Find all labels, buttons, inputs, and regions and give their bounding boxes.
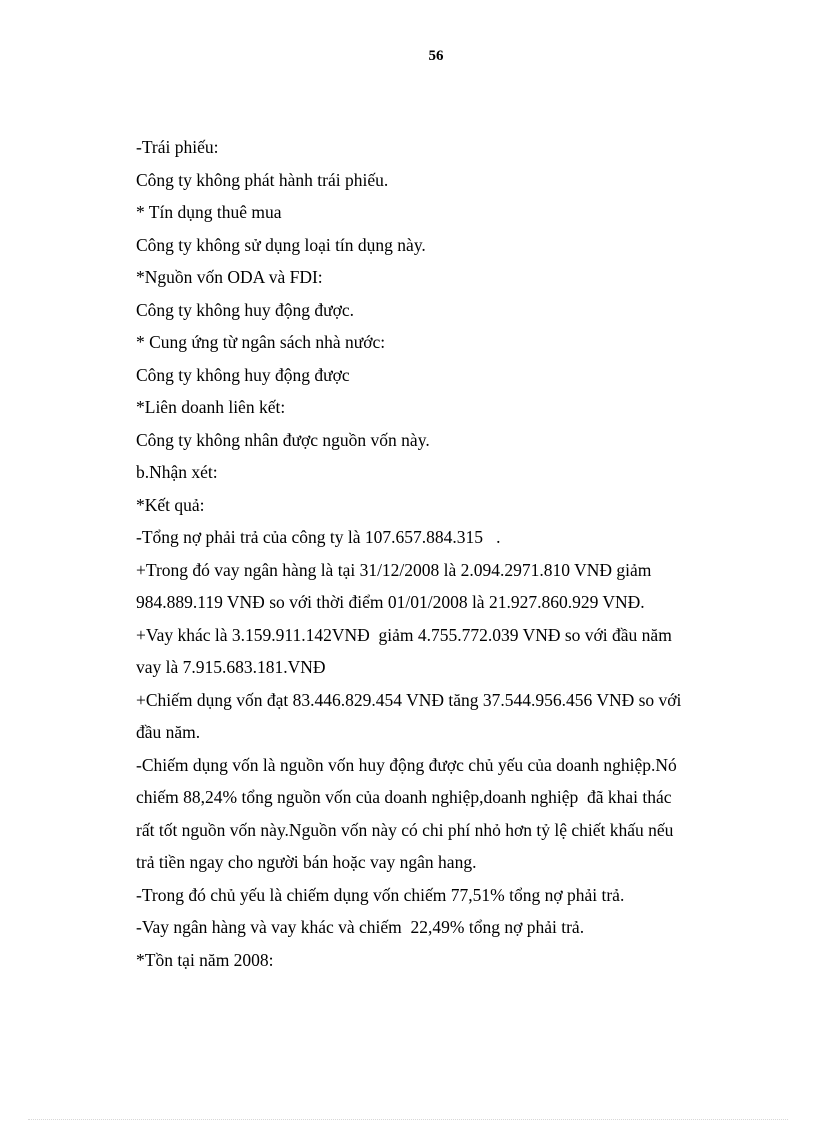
line-share-loans: -Vay ngân hàng và vay khác và chiếm 22,49% tổng nợ phải trả. <box>136 917 585 937</box>
line-other-loans-1: +Vay khác là 3.159.911.142VNĐ giảm 4.755.772.039 VNĐ so với đầu năm <box>136 624 672 645</box>
line-other-loans-2: vay là 7.915.683.181.VNĐ <box>136 657 326 677</box>
line-joint-venture-heading: *Liên doanh liên kết: <box>136 397 286 417</box>
line-oda-fdi-text: Công ty không huy động được. <box>136 299 355 320</box>
line-analysis-4: trả tiền ngay cho người bán hoặc vay ngân hang. <box>136 852 477 872</box>
line-leasing-text: Công ty không sử dụng loại tín dụng này. <box>136 234 426 255</box>
line-remarks-heading: b.Nhận xét: <box>136 462 218 482</box>
line-bonds-text: Công ty không phát hành trái phiếu. <box>136 169 389 190</box>
line-state-budget-heading: * Cung ứng từ ngân sách nhà nước: <box>136 332 386 352</box>
line-analysis-2: chiếm 88,24% tổng nguồn vốn của doanh nghiệp,doanh nghiệp đã khai thác <box>136 787 672 807</box>
page-bottom-divider <box>28 1119 788 1120</box>
line-share-appropriated: -Trong đó chủ yếu là chiếm dụng vốn chiếm 77,51% tổng nợ phải trả. <box>136 884 625 905</box>
line-shortcomings-heading: *Tồn tại năm 2008: <box>136 949 274 970</box>
line-total-liabilities: -Tổng nợ phải trả của công ty là 107.657.884.315 . <box>136 527 501 547</box>
line-joint-venture-text: Công ty không nhân được nguồn vốn này. <box>136 429 430 450</box>
line-results-heading: *Kết quả: <box>136 494 205 515</box>
document-body <box>136 131 736 976</box>
page-number: 56 <box>428 48 444 64</box>
line-appropriated-capital-2: đầu năm. <box>136 722 201 742</box>
line-bonds-heading: -Trái phiếu: <box>136 137 219 157</box>
line-leasing-heading: * Tín dụng thuê mua <box>136 202 282 222</box>
line-oda-fdi-heading: *Nguồn vốn ODA và FDI: <box>136 267 323 287</box>
line-analysis-1: -Chiếm dụng vốn là nguồn vốn huy động được chủ yếu của doanh nghiệp.Nó <box>136 754 677 775</box>
line-bank-loans-2: 984.889.119 VNĐ so với thời điểm 01/01/2008 là 21.927.860.929 VNĐ. <box>136 592 645 612</box>
line-appropriated-capital-1: +Chiếm dụng vốn đạt 83.446.829.454 VNĐ tăng 37.544.956.456 VNĐ so với <box>136 689 682 710</box>
line-bank-loans-1: +Trong đó vay ngân hàng là tại 31/12/2008 là 2.094.2971.810 VNĐ giảm <box>136 559 652 580</box>
line-state-budget-text: Công ty không huy động được <box>136 364 350 385</box>
line-analysis-3: rất tốt nguồn vốn này.Nguồn vốn này có chi phí nhỏ hơn tỷ lệ chiết khấu nếu <box>136 819 674 840</box>
